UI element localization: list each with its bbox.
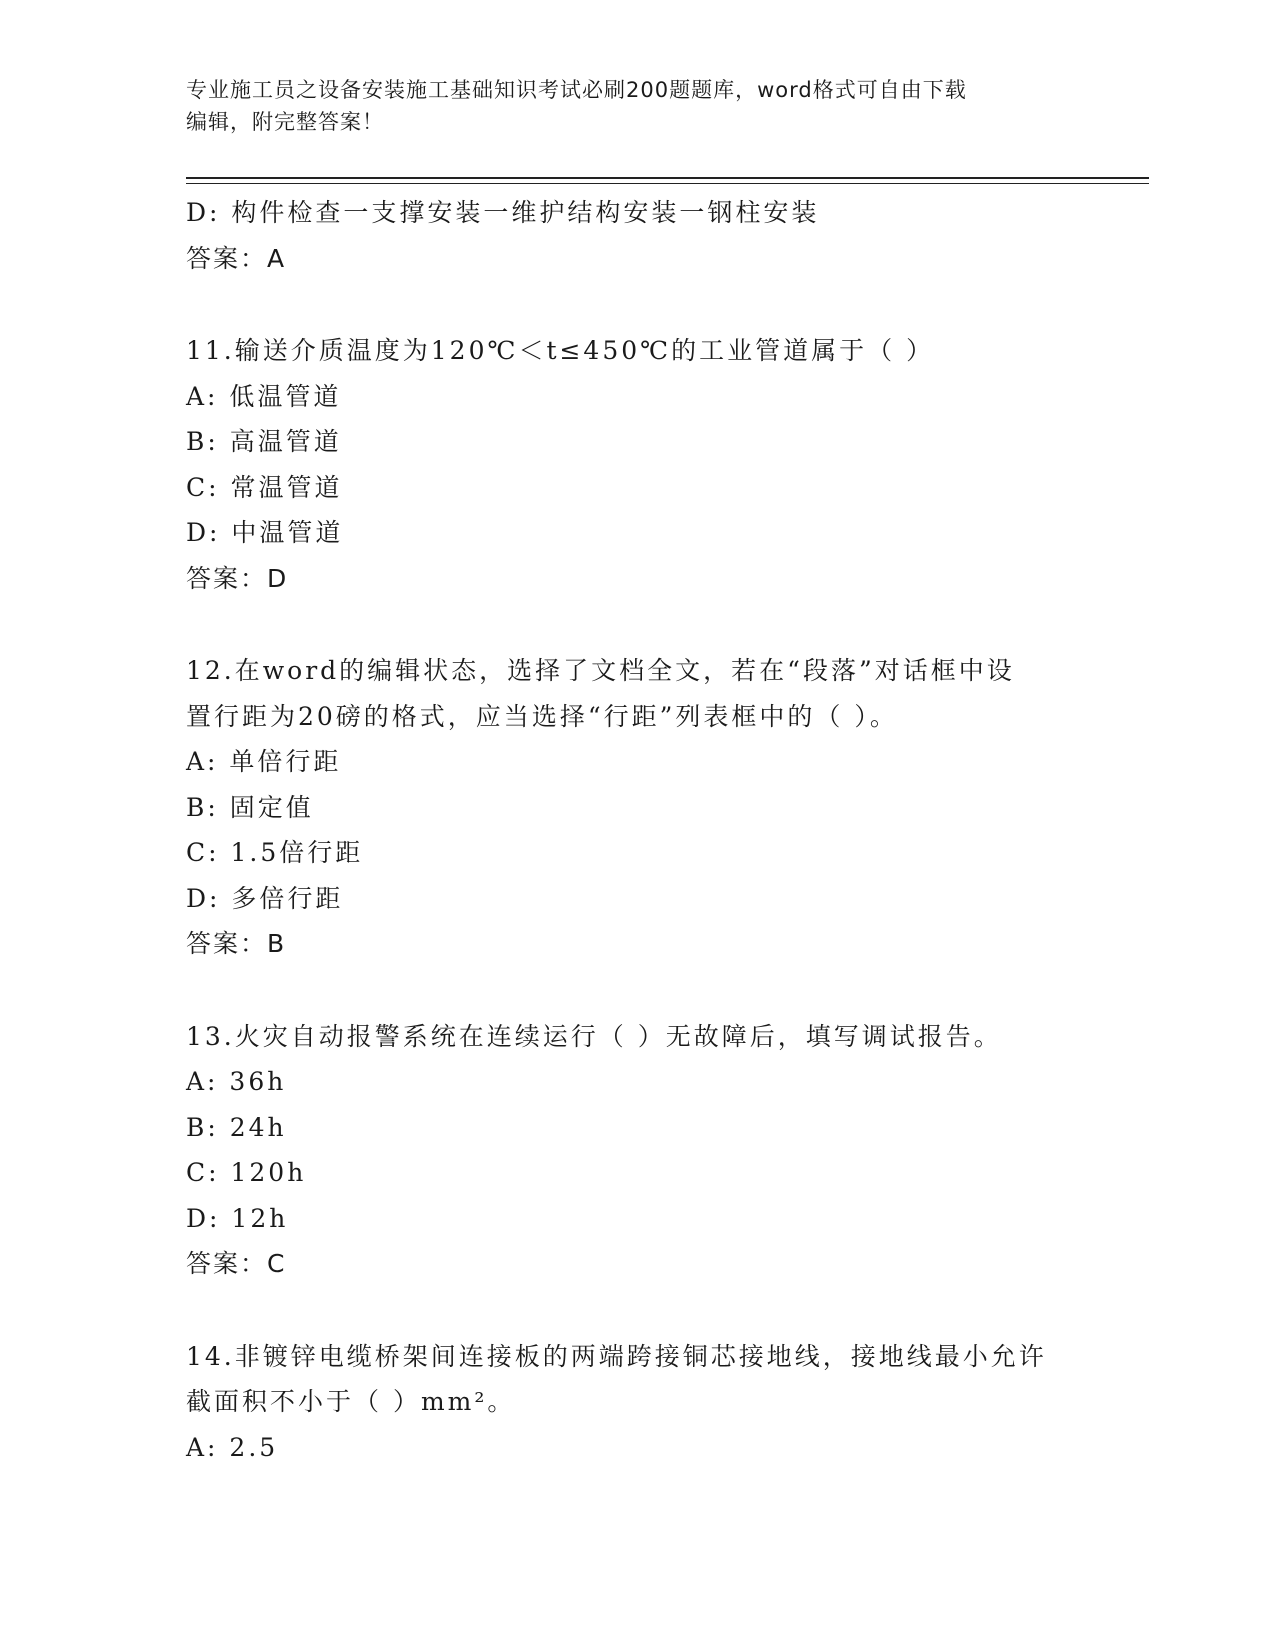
option-d: D: 中温管道 xyxy=(186,518,344,547)
option-b: B: 高温管道 xyxy=(186,427,342,456)
option-a: A: 单倍行距 xyxy=(186,747,342,776)
question-stem-line-2: 截面积不小于（ ）mm²。 xyxy=(186,1387,516,1416)
option-c: C: 1.5倍行距 xyxy=(186,838,364,867)
spacer xyxy=(186,601,1106,648)
prev-answer: 答案：A xyxy=(186,243,287,273)
answer: 答案：B xyxy=(186,929,287,958)
spacer xyxy=(186,281,1106,328)
option-a: A: 低温管道 xyxy=(186,381,342,411)
option-d: D: 多倍行距 xyxy=(186,883,344,913)
option-a: A: 2.5 xyxy=(186,1432,279,1462)
header-line-2: 编辑，附完整答案！ xyxy=(186,110,384,134)
option-d: D: 12h xyxy=(186,1203,289,1233)
question-11 xyxy=(186,328,1106,601)
option-b: B: 24h xyxy=(186,1112,287,1142)
prev-option-d: D: 构件检查一支撑安装一维护结构安装一钢柱安装 xyxy=(186,198,820,227)
question-stem: 11.输送介质温度为120℃＜t≤450℃的工业管道属于（ ） xyxy=(186,336,935,365)
document-header xyxy=(186,74,1086,138)
header-rule-thick xyxy=(186,177,1149,179)
option-b: B: 固定值 xyxy=(186,792,314,822)
option-c: C: 常温管道 xyxy=(186,472,343,502)
question-stem-line-1: 14.非镀锌电缆桥架间连接板的两端跨接铜芯接地线，接地线最小允许 xyxy=(186,1341,1047,1371)
question-14 xyxy=(186,1334,1106,1471)
option-c: C: 120h xyxy=(186,1158,307,1187)
spacer xyxy=(186,1287,1106,1334)
option-a: A: 36h xyxy=(186,1067,287,1096)
question-13 xyxy=(186,1014,1106,1287)
question-stem-line-2: 置行距为20磅的格式，应当选择“行距”列表框中的（ ）。 xyxy=(186,701,898,731)
header-line-1: 专业施工员之设备安装施工基础知识考试必刷200题题库，word格式可自由下载 xyxy=(186,78,967,102)
document-body xyxy=(186,190,1106,1470)
header-rule-thin xyxy=(186,183,1149,184)
answer: 答案：C xyxy=(186,1249,287,1278)
question-stem: 13.火灾自动报警系统在连续运行（ ）无故障后，填写调试报告。 xyxy=(186,1021,1002,1051)
spacer xyxy=(186,967,1106,1014)
question-stem-line-1: 12.在word的编辑状态，选择了文档全文，若在“段落”对话框中设 xyxy=(186,656,1015,685)
answer: 答案：D xyxy=(186,563,289,593)
question-12 xyxy=(186,648,1106,967)
